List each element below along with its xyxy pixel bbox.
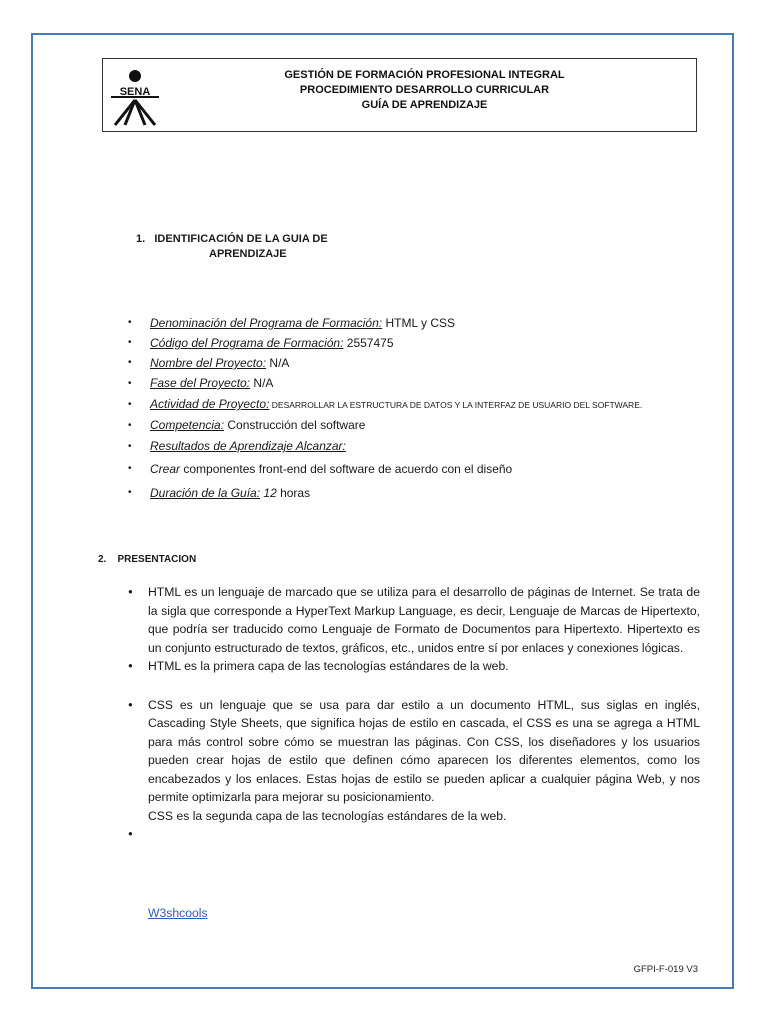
paragraph-text: CSS es un lenguaje que se usa para dar estilo a un documento HTML, sus siglas en inglés, Cascading Style Sheets, que significa hojas de estilo en cascada, el CSS es una se agrega a HTML para más control sobre cómo se muestran las páginas. Con CSS, los diseñadores y los usuarios pueden crear hojas de estilo que definen cómo aparecen los diferentes elementos, como los encabezados y los enlaces. Estas hojas de estilo se pueden aplicar a cualquier página Web, y nos permite optimizarla para mejorar su posicionamiento. (148, 697, 700, 804)
item-label: Actividad de Proyecto: (150, 397, 270, 411)
presentation-list (126, 583, 700, 844)
item-value: componentes front-end del software de acuerdo con el diseño (180, 462, 513, 476)
sena-logo-text: SENA (119, 86, 151, 98)
item-label: Denominación del Programa de Formación: (150, 316, 383, 330)
paragraph-text: CSS es la segunda capa de las tecnologías estándares de la web. (148, 808, 507, 823)
item-value: horas (276, 486, 311, 500)
header-line-3: GUÍA DE APRENDIZAJE (361, 99, 488, 111)
item-label: Código del Programa de Formación: (150, 336, 344, 350)
list-item (128, 457, 688, 481)
list-item (128, 436, 688, 457)
section-2-heading (98, 554, 196, 565)
section-1-number: 1. (136, 233, 146, 245)
item-label: Crear (150, 462, 181, 476)
item-value-italic: 12 (260, 486, 277, 500)
list-item (128, 373, 688, 394)
page-border (31, 33, 734, 989)
item-label: Nombre del Proyecto: (150, 356, 267, 370)
section-1-title-line-2: APRENDIZAJE (209, 248, 287, 260)
item-value: N/A (250, 376, 274, 390)
document-header (102, 58, 697, 132)
list-item-empty (126, 825, 700, 844)
list-item (128, 415, 688, 436)
item-value: Construcción del software (224, 418, 366, 432)
item-value: N/A (266, 356, 290, 370)
list-item (128, 481, 688, 505)
item-label: Duración de la Guía: (150, 486, 261, 500)
item-label: Resultados de Aprendizaje Alcanzar: (150, 439, 346, 453)
header-line-1: GESTIÓN DE FORMACIÓN PROFESIONAL INTEGRAL (284, 69, 565, 81)
list-item (128, 394, 688, 415)
list-item: ● HTML es un lenguaje de marcado que se utiliza para el desarrollo de páginas de Internet. Se trata de la sigla que corresponde a HyperText Markup Language, es decir, Lenguaje de Marcas de Hipertexto, que podría ser traducido como Lenguaje de Formato de Documentos para Hipertexto. Hipertexto es un conjunto estructurado de textos, gráficos, etc., unidos entre sí por enlaces y conexiones lógicas. (126, 583, 700, 657)
header-titles (163, 68, 686, 113)
list-item (126, 696, 700, 826)
item-label: Competencia: (150, 418, 225, 432)
list-item (128, 333, 688, 353)
list-item: ● HTML es la primera capa de las tecnologías estándares de la web. (126, 657, 700, 676)
form-code: GFPI-F-019 V3 (633, 964, 698, 975)
item-value: 2557475 (343, 336, 394, 350)
section-1-title-line-1: IDENTIFICACIÓN DE LA GUIA DE (154, 233, 328, 245)
section-2-number: 2. (98, 554, 107, 565)
list-item (128, 353, 688, 373)
section-2-title: PRESENTACION (117, 554, 197, 565)
w3schools-link[interactable]: W3shcools (148, 906, 208, 920)
item-value: HTML y CSS (382, 316, 456, 330)
header-line-2: PROCEDIMIENTO DESARROLLO CURRICULAR (299, 84, 550, 96)
section-1-heading (136, 232, 328, 262)
item-value: DESARROLLAR LA ESTRUCTURA DE DATOS Y LA INTERFAZ DE USUARIO DEL SOFTWARE. (269, 400, 643, 410)
item-label: Fase del Proyecto: (150, 376, 251, 390)
list-item (128, 313, 688, 333)
program-info-list (128, 313, 688, 505)
sena-logo (109, 67, 161, 129)
